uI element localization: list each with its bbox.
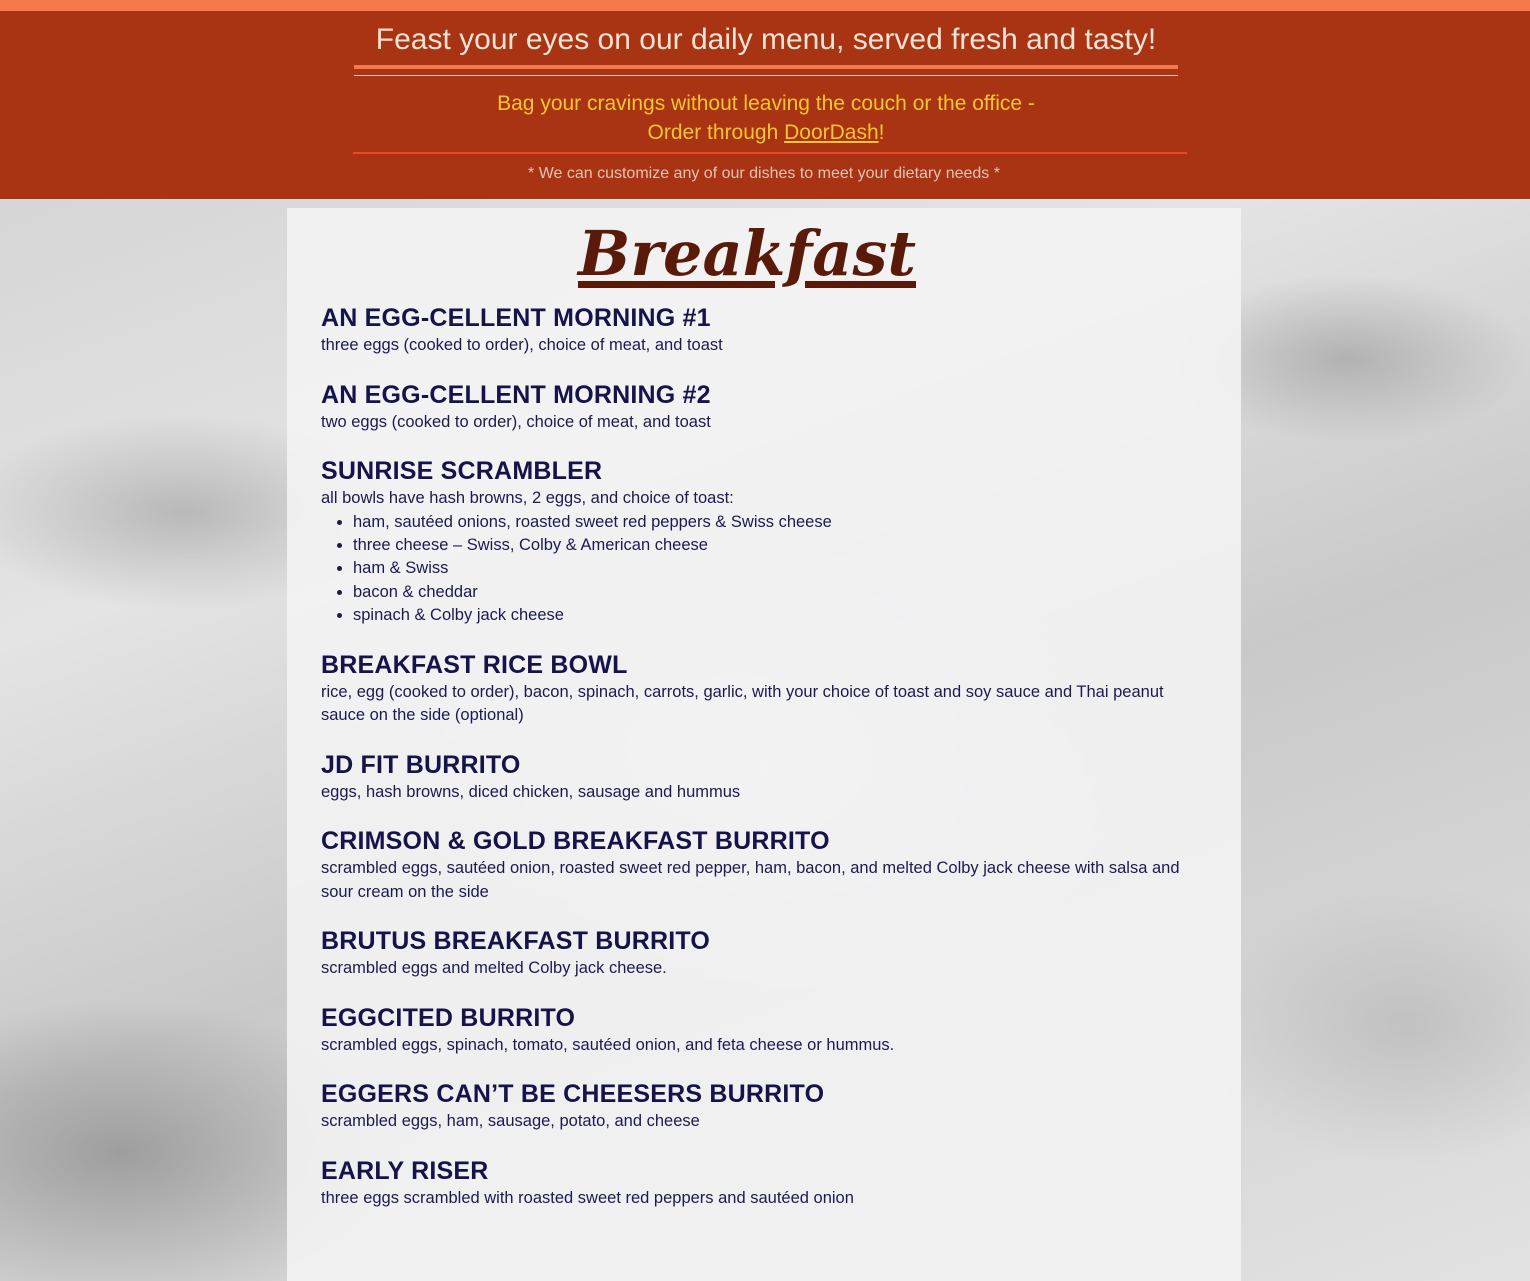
menu-item-name: SUNRISE SCRAMBLER <box>321 457 603 485</box>
breakfast-menu-panel <box>287 208 1241 1281</box>
scrambler-option: • bacon & cheddar <box>353 581 1191 604</box>
menu-item-description: two eggs (cooked to order), choice of meat, and toast <box>321 412 711 431</box>
order-divider <box>353 152 1187 154</box>
menu-item-description: eggs, hash browns, diced chicken, sausage and hummus <box>321 782 741 801</box>
scrambler-option: • spinach & Colby jack cheese <box>353 604 1191 627</box>
menu-item <box>321 1004 1191 1058</box>
menu-item-name: EGGCITED BURRITO <box>321 1003 576 1032</box>
menu-item-name: AN EGG-CELLENT MORNING #1 <box>321 304 711 332</box>
scrambler-options-list <box>321 511 1191 628</box>
scrambler-option: • ham, sautéed onions, roasted sweet red peppers & Swiss cheese <box>353 511 1191 534</box>
menu-item <box>321 381 1191 435</box>
scrambler-option: • ham & Swiss <box>353 557 1191 580</box>
menu-headline: Feast your eyes on our daily menu, served fresh and tasty! <box>375 23 1157 56</box>
menu-item-description: rice, egg (cooked to order), bacon, spinach, carrots, garlic, with your choice of toast and soy sauce and Thai peanut sauce on the side (optional) <box>321 682 1164 725</box>
menu-item-description: three eggs (cooked to order), choice of meat, and toast <box>321 336 723 354</box>
menu-item-name: JD FIT BURRITO <box>321 750 521 779</box>
menu-item-name: EGGERS CAN’T BE CHEESERS BURRITO <box>321 1080 825 1109</box>
menu-item <box>321 751 1191 805</box>
order-line-1: Bag your cravings without leaving the couch or the office - <box>497 92 1035 115</box>
menu-items-list <box>321 304 1191 1233</box>
doordash-link[interactable]: DoorDash <box>784 121 879 144</box>
menu-item <box>321 1080 1191 1134</box>
scrambler-option: • three cheese – Swiss, Colby & American cheese <box>353 534 1191 557</box>
menu-item-name: BREAKFAST RICE BOWL <box>321 650 628 679</box>
top-accent-strip <box>0 0 1530 11</box>
menu-item-description: scrambled eggs, sautéed onion, roasted sweet red pepper, ham, bacon, and melted Colby jack cheese with salsa and sour cream on the side <box>321 859 1180 901</box>
menu-item-name: CRIMSON & GOLD BREAKFAST BURRITO <box>321 827 830 856</box>
menu-item-description: three eggs scrambled with roasted sweet red peppers and sautéed onion <box>321 1188 854 1207</box>
menu-item-description: all bowls have hash browns, 2 eggs, and choice of toast: <box>321 489 734 507</box>
menu-item <box>321 1157 1191 1211</box>
order-callout <box>354 89 1178 147</box>
menu-item <box>321 927 1191 981</box>
headline-divider-thin <box>354 75 1178 76</box>
dietary-note: * We can customize any of our dishes to meet your dietary needs * <box>528 165 1000 182</box>
menu-item-name: BRUTUS BREAKFAST BURRITO <box>321 927 711 956</box>
menu-item <box>321 457 1191 628</box>
order-prefix: Order through <box>647 121 785 144</box>
menu-item <box>321 651 1191 728</box>
menu-item-description: scrambled eggs and melted Colby jack cheese. <box>321 959 667 978</box>
headline-divider <box>354 65 1178 69</box>
menu-item-name: AN EGG-CELLENT MORNING #2 <box>321 380 711 409</box>
menu-item <box>321 304 1191 358</box>
menu-item-description: scrambled eggs, spinach, tomato, sautéed onion, and feta cheese or hummus. <box>321 1035 895 1054</box>
menu-item-description: scrambled eggs, ham, sausage, potato, and cheese <box>321 1112 700 1131</box>
menu-item <box>321 827 1191 904</box>
section-title-breakfast: Breakfast <box>577 217 917 290</box>
menu-header-banner <box>0 11 1530 199</box>
order-suffix: ! <box>878 121 885 144</box>
menu-item-name: EARLY RISER <box>321 1156 489 1185</box>
